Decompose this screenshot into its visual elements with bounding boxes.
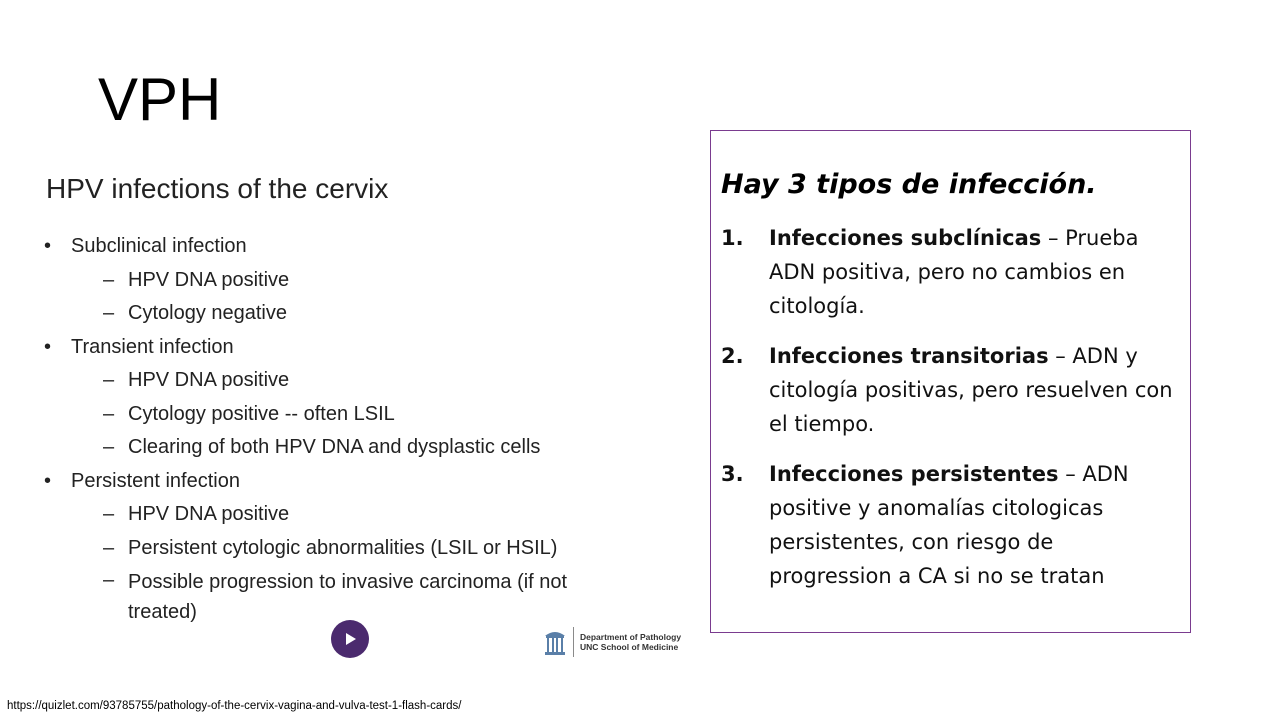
play-icon	[342, 631, 358, 647]
infection-type-item	[721, 457, 1181, 593]
infection-types-box	[710, 130, 1191, 633]
hpv-sub-list	[71, 364, 664, 465]
hpv-group-subclinical	[44, 230, 664, 331]
logo-text	[580, 632, 681, 652]
logo-divider	[573, 627, 574, 657]
hpv-group-transient	[44, 331, 664, 465]
item-description: – ADN y citología positivas, pero resuelven con el tiempo.	[769, 344, 1173, 436]
hpv-group-label: Subclinical infection	[71, 235, 247, 257]
source-link[interactable]: https://quizlet.com/93785755/pathology-of-the-cervix-vagina-and-vulva-test-1-flash-cards/	[7, 700, 462, 712]
hpv-sub-item: – Persistent cytologic abnormalities (LSIL or HSIL)	[71, 532, 664, 566]
hpv-sub-list	[71, 498, 664, 627]
old-well-icon	[543, 627, 567, 657]
hpv-sub-item: – Clearing of both HPV DNA and dysplastic cells	[71, 431, 664, 465]
info-box-heading: Hay 3 tipos de infección.	[721, 169, 1097, 200]
item-term: Infecciones transitorias	[769, 344, 1049, 368]
hpv-image-heading: HPV infections of the cervix	[46, 173, 389, 204]
hpv-sub-item: – HPV DNA positive	[71, 364, 664, 398]
infection-types-list	[721, 221, 1181, 609]
logo-line-school: UNC School of Medicine	[580, 642, 679, 652]
hpv-sub-item: – Cytology positive -- often LSIL	[71, 398, 664, 432]
item-description: – ADN positive y anomalías citologicas persistentes, con riesgo de progression a CA si no se tratan	[769, 462, 1129, 588]
logo-line-department: Department of Pathology	[580, 632, 682, 642]
item-number: 3.	[721, 462, 744, 486]
item-term: Infecciones persistentes	[769, 462, 1059, 486]
hpv-sub-item: – Possible progression to invasive carcinoma (if not treated)	[71, 565, 628, 627]
item-number: 1.	[721, 226, 744, 250]
item-term: Infecciones subclínicas	[769, 226, 1042, 250]
infection-type-item	[721, 339, 1181, 441]
item-number: 2.	[721, 344, 744, 368]
hpv-infections-image	[0, 160, 700, 670]
infection-type-item	[721, 221, 1181, 323]
slide-title: VPH	[98, 66, 222, 133]
hpv-sub-item: – HPV DNA positive	[71, 264, 664, 298]
unc-pathology-logo	[543, 625, 693, 659]
hpv-group-label: Transient infection	[71, 335, 234, 358]
hpv-group-persistent	[44, 465, 664, 628]
hpv-sub-item: – HPV DNA positive	[71, 498, 664, 532]
play-button[interactable]	[331, 620, 369, 658]
item-description: – Prueba ADN positiva, pero no cambios en citología.	[769, 226, 1139, 318]
hpv-sub-list	[71, 264, 664, 331]
hpv-group-label: Persistent infection	[71, 469, 240, 492]
hpv-infection-list	[44, 230, 664, 627]
hpv-sub-item: – Cytology negative	[71, 297, 664, 331]
